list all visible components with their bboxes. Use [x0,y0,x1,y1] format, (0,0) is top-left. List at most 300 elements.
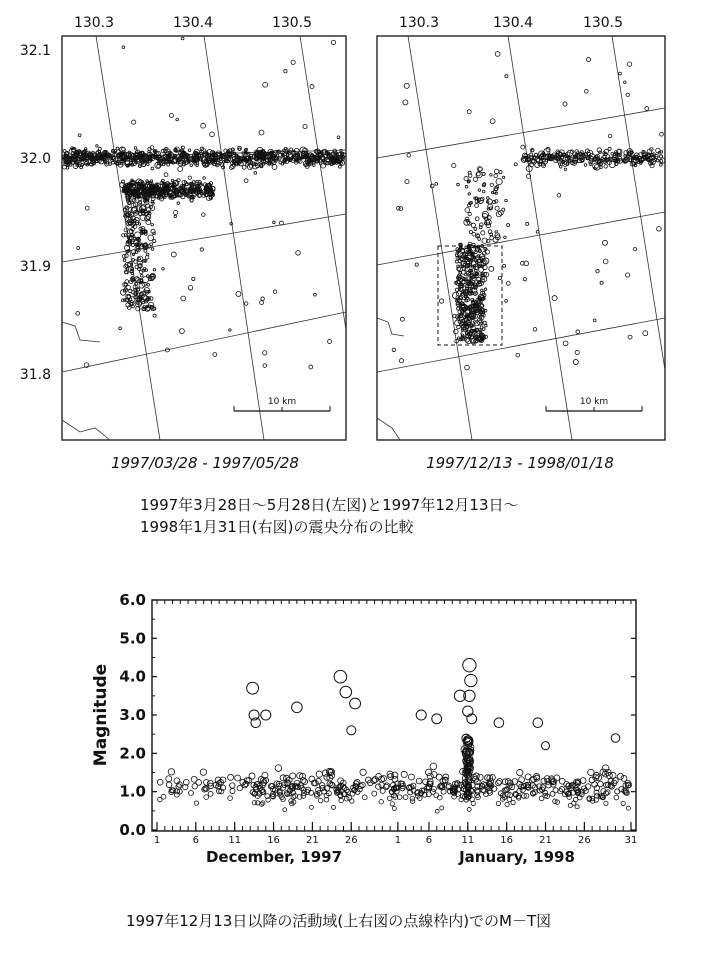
left-map-epicenters [62,37,345,369]
epicenter-dot [151,167,154,170]
epicenter-dot [461,311,464,314]
epicenter-dot [78,134,81,137]
mt-event-dot [403,795,408,800]
epicenter-dot [483,321,486,324]
epicenter-dot [151,248,154,251]
epicenter-dot [559,166,562,169]
epicenter-dot [506,281,510,285]
right-map-lon-tick: 130.4 [492,15,534,31]
epicenter-dot [587,58,591,62]
epicenter-dot [403,100,408,105]
epicenter-dot [177,202,180,205]
epicenter-dot [98,151,101,154]
mt-month-label-december: December, 1997 [205,848,343,866]
epicenter-dot [625,273,629,277]
epicenter-dot [132,305,135,308]
mt-event-dot [575,805,579,809]
epicenter-dot [178,166,183,171]
left-map-lon-tick: 130.5 [271,15,313,31]
epicenter-dot [137,288,140,291]
mt-x-tick-label: 26 [578,835,591,846]
mt-event-dot [604,801,608,805]
mt-event-dot [525,774,531,780]
mt-large-event-dot [465,674,477,686]
mt-event-dot [283,808,287,812]
mt-event-dot [261,801,265,805]
epicenter-dot [176,118,179,121]
left-map-scale-label: 10 km [267,397,297,407]
mt-event-dot [235,775,241,781]
epicenter-dot [169,113,173,117]
epicenter-dot [503,264,506,267]
epicenter-dot [77,247,80,250]
mt-event-dot [318,798,323,803]
epicenter-dot [624,81,626,83]
epicenter-dot [645,107,649,111]
epicenter-dot [119,327,122,330]
epicenter-dot [134,147,137,150]
mt-large-event-dot [541,742,549,750]
epicenter-dot [490,119,495,124]
epicenter-dot [494,174,498,178]
mt-event-dot [194,801,198,805]
left-map-lat-tick: 31.9 [19,259,51,275]
epicenter-dot [475,217,479,221]
epicenter-dot [473,177,477,181]
epicenter-dot [499,171,502,174]
epicenter-dot [192,277,195,280]
epicenter-dot [489,266,494,271]
mt-y-tick-label: 4.0 [119,667,146,686]
epicenter-dot [465,208,470,213]
epicenter-dot [210,132,215,137]
right-map-lon-ticks [399,15,623,31]
mt-event-dot [339,798,344,803]
epicenter-dot [485,324,488,327]
epicenter-dot [190,199,193,202]
epicenter-dot [415,263,418,266]
left-map-lon-ticks [74,15,312,31]
mt-event-dot [520,787,525,792]
epicenter-dot [263,351,267,355]
right-map-lon-tick: 130.5 [582,15,624,31]
epicenter-dot [174,210,178,214]
epicenter-dot [342,152,344,154]
epicenter-dot [150,180,152,182]
epicenter-dot [194,162,197,165]
mt-large-event-dot [494,718,504,728]
mt-event-dot [505,802,509,806]
epicenter-dot [452,163,456,167]
epicenter-dot [202,213,206,217]
mt-x-axis [154,600,638,846]
epicenter-dot [494,169,498,173]
epicenter-dot [146,163,149,166]
mt-event-dot [166,776,172,782]
right-map-grid [377,36,665,440]
epicenter-dot [111,149,114,152]
epicenter-dot [481,289,483,291]
epicenter-dot [162,268,165,271]
epicenter-dot [174,215,176,217]
epicenter-dot [122,46,125,49]
epicenter-dot [584,89,588,93]
epicenter-dot [475,261,478,264]
epicenter-dot [196,180,199,183]
epicenter-dot [148,150,151,153]
epicenter-dot [464,176,468,180]
epicenter-dot [153,314,156,317]
mt-event-dot [260,802,264,806]
epicenter-dot [557,193,561,197]
epicenter-dot [98,147,101,150]
mt-event-dot [200,769,206,775]
left-map-lat-tick: 32.0 [19,151,51,167]
epicenter-dot [490,174,492,176]
epicenter-dot [126,268,128,270]
mt-large-event-dot [533,718,543,728]
epicenter-dot [265,156,267,158]
mt-large-event-dot [611,734,620,743]
mt-x-tick-label: 16 [500,835,514,846]
mt-event-dot [237,785,242,790]
epicenter-dot [140,274,143,277]
epicenter-dot [272,165,277,170]
epicenter-dot [487,197,490,200]
epicenter-dot [482,172,485,175]
epicenter-dot [259,130,264,135]
mt-event-dot [496,801,500,805]
epicenter-dot [215,158,217,160]
mt-y-tick-label: 1.0 [119,782,146,801]
epicenter-dot [407,153,411,157]
epicenter-dot [600,166,603,169]
mt-large-event-dot [347,726,356,735]
epicenter-dot [148,235,154,241]
epicenter-dot [536,231,539,234]
epicenter-dot [290,148,293,151]
epicenter-dot [457,265,460,268]
epicenter-dot [66,167,69,170]
epicenter-dot [439,299,443,303]
left-map-scale-bar [234,397,330,411]
epicenter-dot [490,183,493,186]
mt-event-dot [331,805,335,809]
mt-x-tick-label: 31 [624,835,638,846]
left-map-title: 1997/03/28 - 1997/05/28 [111,454,299,472]
mt-x-tick-label: 21 [539,835,552,846]
epicenter-dot [392,348,396,352]
epicenter-dot [321,163,326,168]
epicenter-dot [468,193,470,195]
mt-large-event-dot [432,714,442,724]
epicenter-dot [151,223,153,225]
epicenter-dot [125,271,128,274]
epicenter-dot [465,365,470,370]
epicenter-dot [593,319,596,322]
mt-event-dot [511,800,515,804]
mt-event-dot [568,803,572,807]
epicenter-dot [504,236,506,238]
left-map-lon-tick: 130.4 [172,15,214,31]
epicenter-dot [76,312,80,316]
epicenter-dot [117,160,119,162]
epicenter-dot [283,149,285,151]
epicenter-dot [130,270,132,272]
epicenter-dot [495,200,498,203]
epicenter-dot [338,165,341,168]
right-map-scale-label: 10 km [579,397,609,407]
map-caption-line-1: 1997年3月28日〜5月28日(左図)と1997年12月13日〜 [140,496,519,514]
epicenter-dot [465,185,468,188]
epicenter-dot [495,206,499,210]
mt-y-tick-label: 6.0 [119,591,146,609]
epicenter-dot [498,277,501,280]
epicenter-dot [521,145,525,149]
mt-event-dot [249,773,255,779]
epicenter-dot [188,149,191,152]
epicenter-dot [496,179,502,185]
epicenter-dot [146,253,149,256]
mt-event-dot [362,795,367,800]
epicenter-dot [477,172,481,176]
mt-event-dot [617,773,623,779]
epicenter-dot [660,132,664,136]
mt-event-dot [425,769,431,775]
mt-event-dot [580,778,586,784]
epicenter-dot [660,151,662,153]
epicenter-dot [85,206,89,210]
mt-event-dot [196,780,202,786]
epicenter-dot [626,93,629,96]
epicenter-dot [129,289,132,292]
mt-y-tick-label: 0.0 [119,821,146,839]
epicenter-dot [627,62,632,67]
epicenter-dot [236,291,241,296]
left-map-grid [62,36,346,440]
mt-event-dot [626,806,630,810]
epicenter-dot [132,120,136,124]
epicenter-dot [263,364,267,368]
mt-event-dot [532,790,537,795]
epicenter-dot [123,259,126,262]
mt-large-event-dot [340,686,352,698]
mt-event-dot [392,806,396,810]
mt-event-dot [360,782,366,788]
epicenter-dot [181,296,186,301]
epicenter-dot [223,161,225,163]
mt-event-dot [387,796,392,801]
epicenter-dot [659,164,662,167]
epicenter-dot [145,256,149,260]
epicenter-dot [309,365,313,369]
mt-event-dot [188,790,193,795]
epicenter-dot [505,75,508,78]
epicenter-dot [399,207,403,211]
mt-x-tick-label: 6 [192,835,200,846]
epicenter-dot [138,258,140,260]
epicenter-dot [564,168,566,170]
epicenter-dot [291,60,295,64]
epicenter-dot [328,340,332,344]
epicenter-dot [203,177,206,180]
mt-event-dot [588,769,594,775]
epicenter-dot [164,173,168,177]
epicenter-dot [188,176,191,179]
epicenter-dot [484,288,487,291]
mt-y-tick-label: 2.0 [119,744,146,763]
epicenter-dot [455,260,458,263]
epicenter-dot [181,37,184,40]
epicenter-dot [563,341,568,346]
mt-x-tick-label: 21 [306,835,319,846]
mt-event-dot [408,774,414,780]
right-map-epicenters [392,52,665,370]
mt-event-dot [166,782,172,788]
epicenter-dot [468,212,471,215]
epicenter-dot [558,163,560,165]
mt-large-event-dot [292,702,303,713]
epicenter-dot [478,189,480,191]
mt-event-dot [290,773,296,779]
epicenter-dot [493,200,496,203]
epicenter-dot [145,184,147,186]
right-map-title: 1997/12/13 - 1998/01/18 [426,454,614,472]
epicenter-dot [171,252,176,257]
epicenter-dot [608,134,612,138]
epicenter-dot [633,248,636,251]
epicenter-dot [563,102,567,106]
mt-events [157,659,631,814]
epicenter-dot [502,176,504,178]
epicenter-dot [179,329,184,334]
mt-caption: 1997年12月13日以降の活動域(上右図の点線枠内)でのM－T図 [126,912,552,930]
mt-event-dot [230,788,235,793]
epicenter-dot [162,179,165,182]
epicenter-dot [589,160,593,164]
epicenter-dot [151,197,155,201]
left-map-lat-tick: 31.8 [19,367,51,383]
mt-event-dot [228,774,234,780]
epicenter-dot [576,330,580,334]
epicenter-dot [516,353,520,357]
mt-x-tick-label: 26 [344,835,358,846]
mt-event-dot [436,774,442,780]
epicenter-dot [581,160,584,163]
epicenter-dot [481,231,485,235]
mt-event-dot [435,809,439,813]
epicenter-dot [147,275,149,277]
epicenter-dot [200,248,203,251]
epicenter-dot [523,278,526,281]
mt-event-dot [316,771,322,777]
epicenter-dot [284,70,287,73]
epicenter-dot [471,223,475,227]
epicenter-dot [457,183,460,186]
epicenter-dot [230,222,233,225]
mt-event-dot [350,799,354,803]
mt-month-label-january: January, 1998 [459,848,575,866]
mt-y-tick-label: 3.0 [119,706,146,724]
mt-x-tick-label: 1 [394,835,402,846]
epicenter-dot [472,232,476,236]
epicenter-dot [96,145,98,147]
epicenter-dot [526,222,529,225]
epicenter-dot [254,172,257,175]
mt-event-dot [228,796,233,801]
mt-large-event-dot [463,706,473,716]
epicenter-dot [474,228,477,231]
mt-event-dot [360,769,366,775]
mt-event-dot [289,799,294,804]
epicenter-dot [604,165,607,168]
mt-y-axis-label: Magnitude [91,663,111,767]
mt-event-dot [309,805,313,809]
epicenter-dot [657,227,662,232]
mt-event-dot [496,780,502,786]
mt-event-dot [204,795,209,800]
epicenter-dot [467,110,471,114]
mt-large-event-dot [463,659,476,672]
mt-event-dot [280,775,286,781]
mt-event-dot [161,794,166,799]
epicenter-dot [147,283,150,286]
epicenter-dot [188,286,193,291]
epicenter-dot [603,240,608,245]
epicenter-dot [128,217,131,220]
epicenter-dot [400,317,404,321]
map-caption-line-2: 1998年1月31日(右図)の震央分布の比較 [140,518,414,536]
mt-event-dot [401,771,407,777]
epicenter-dot [628,335,632,339]
epicenter-dot [469,333,472,336]
epicenter-dot [405,180,409,184]
epicenter-dot [129,297,135,303]
epicenter-dot [573,359,578,364]
epicenter-dot [171,179,174,182]
left-map-lat-ticks [20,43,51,383]
epicenter-dot [593,163,599,169]
epicenter-dot [643,331,648,336]
right-map-lon-tick: 130.3 [398,15,440,31]
mt-event-dot [621,801,625,805]
mt-event-dot [416,778,422,784]
mt-event-dot [430,763,437,770]
mt-event-dot [550,791,555,796]
epicenter-dot [495,52,500,57]
mt-x-tick-label: 1 [153,835,161,846]
epicenter-dot [596,270,599,273]
mt-event-dot [614,795,619,800]
epicenter-dot [273,290,277,294]
epicenter-dot [482,190,485,193]
mt-event-dot [376,784,381,789]
mt-event-dot [517,769,523,775]
epicenter-dot [435,183,438,186]
epicenter-dot [229,329,231,331]
mt-event-dot [573,797,578,802]
epicenter-dot [190,164,193,167]
right-epicenter-map [377,15,665,472]
epicenter-dot [153,269,155,271]
epicenter-dot [244,302,248,306]
epicenter-dot [505,299,508,302]
mt-large-event-dot [261,710,271,720]
epicenter-dot [145,269,147,271]
mt-event-dot [230,783,236,789]
mt-event-dot [372,791,377,796]
epicenter-dot [465,331,468,334]
